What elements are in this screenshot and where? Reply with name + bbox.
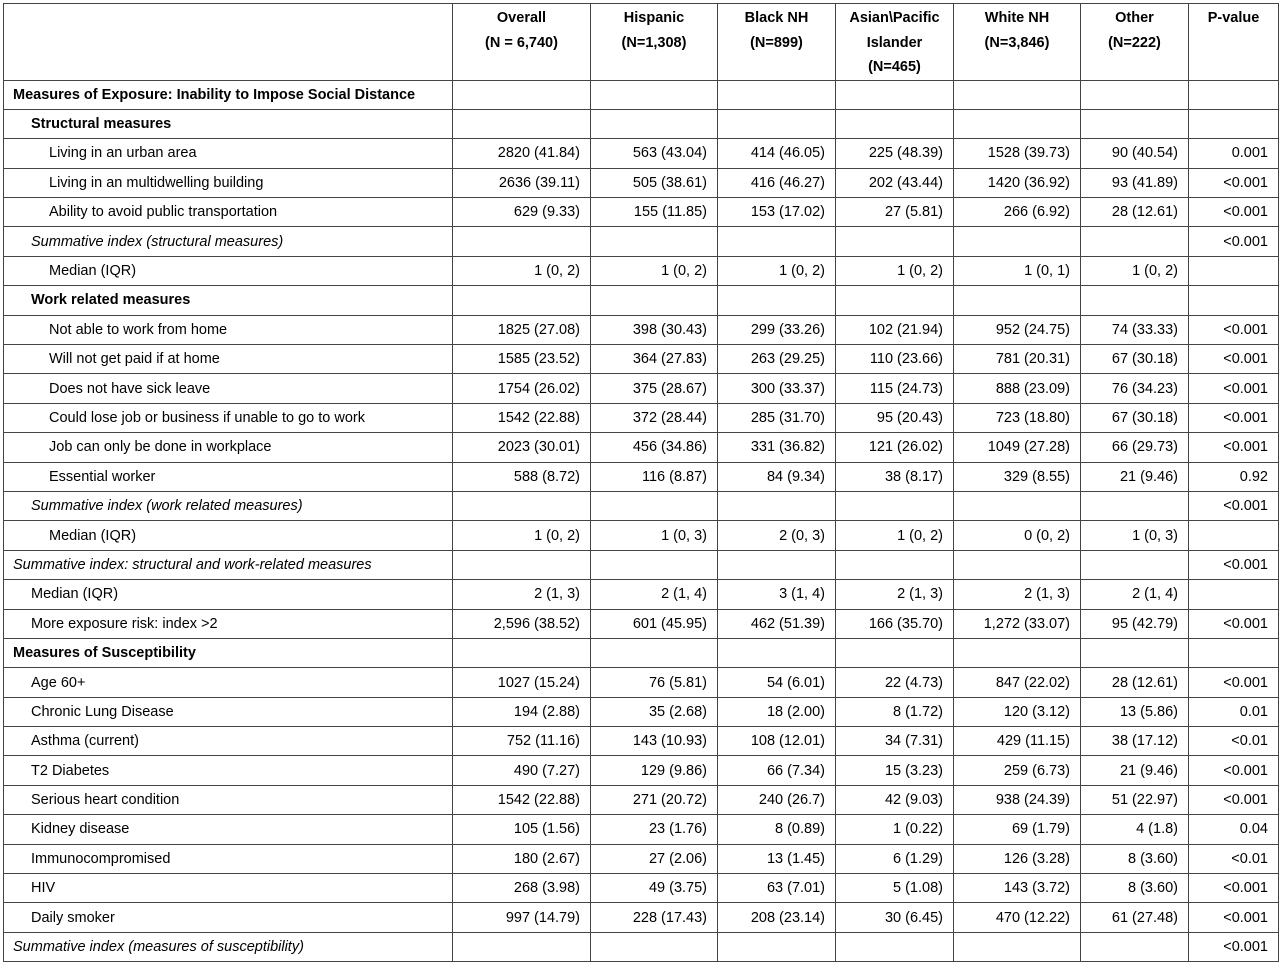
table-cell: 110 (23.66) [836,345,954,374]
table-cell: 23 (1.76) [591,815,718,844]
row-label: Will not get paid if at home [4,345,453,374]
table-cell [1189,109,1279,138]
table-cell [718,109,836,138]
table-cell [453,286,591,315]
row-label: Summative index (work related measures) [4,491,453,520]
table-cell: 84 (9.34) [718,462,836,491]
row-label: Summative index: structural and work-related measures [4,550,453,579]
table-row [4,550,1279,579]
table-cell: 1 (0, 2) [453,521,591,550]
table-cell: 1420 (36.92) [954,168,1081,197]
table-row [4,139,1279,168]
table-cell: 0.04 [1189,815,1279,844]
table-cell [718,932,836,961]
table-cell: 563 (43.04) [591,139,718,168]
table-cell: 331 (36.82) [718,433,836,462]
table-cell [836,638,954,667]
table-cell: 95 (20.43) [836,403,954,432]
table-cell: 30 (6.45) [836,903,954,932]
table-cell: <0.001 [1189,550,1279,579]
table-cell [954,227,1081,256]
table-cell: 8 (3.60) [1081,874,1189,903]
table-cell [1081,932,1189,961]
table-cell: 888 (23.09) [954,374,1081,403]
table-cell: 0.92 [1189,462,1279,491]
table-cell: 76 (5.81) [591,668,718,697]
table-row [4,756,1279,785]
table-cell: 35 (2.68) [591,697,718,726]
table-row [4,609,1279,638]
table-cell: 240 (26.7) [718,785,836,814]
table-cell: 126 (3.28) [954,844,1081,873]
table-cell [591,109,718,138]
table-cell: 8 (0.89) [718,815,836,844]
table-cell: 0 (0, 2) [954,521,1081,550]
header-text: (N=465) [868,59,921,75]
table-cell [718,286,836,315]
table-cell: 8 (1.72) [836,697,954,726]
table-cell: 22 (4.73) [836,668,954,697]
row-label: Essential worker [4,462,453,491]
table-cell [591,932,718,961]
table-cell [718,491,836,520]
table-cell: 1585 (23.52) [453,345,591,374]
table-cell: 1 (0, 2) [836,521,954,550]
table-cell [836,491,954,520]
table-cell: 143 (3.72) [954,874,1081,903]
header-text: (N=222) [1108,34,1161,51]
table-cell [1189,286,1279,315]
header-cell-label [4,4,453,81]
table-cell: <0.001 [1189,874,1279,903]
table-cell [1189,80,1279,109]
table-cell: 2023 (30.01) [453,433,591,462]
row-label: Measures of Susceptibility [4,638,453,667]
table-row [4,109,1279,138]
table-row [4,256,1279,285]
table-cell: 1 (0, 2) [718,256,836,285]
header-text: Asian\Pacific [849,10,940,26]
table-cell [954,932,1081,961]
table-cell: 180 (2.67) [453,844,591,873]
table-cell: <0.001 [1189,668,1279,697]
table-cell: 2820 (41.84) [453,139,591,168]
table-cell: <0.001 [1189,609,1279,638]
table-cell [1189,638,1279,667]
table-cell: 997 (14.79) [453,903,591,932]
table-cell: 202 (43.44) [836,168,954,197]
row-label: Summative index (measures of susceptibility) [4,932,453,961]
row-label: Median (IQR) [4,580,453,609]
table-cell [954,491,1081,520]
table-cell: 208 (23.14) [718,903,836,932]
table-cell: 27 (2.06) [591,844,718,873]
table-cell: 398 (30.43) [591,315,718,344]
table-cell: 285 (31.70) [718,403,836,432]
table-cell: 28 (12.61) [1081,198,1189,227]
table-cell: 1542 (22.88) [453,403,591,432]
row-label: Chronic Lung Disease [4,697,453,726]
table-cell: 120 (3.12) [954,697,1081,726]
table-cell: 121 (26.02) [836,433,954,462]
table-cell: <0.001 [1189,433,1279,462]
table-cell [954,286,1081,315]
row-label: Measures of Exposure: Inability to Impose Social Distance [4,80,453,109]
row-label: Does not have sick leave [4,374,453,403]
table-cell: 116 (8.87) [591,462,718,491]
row-label: Work related measures [4,286,453,315]
table-cell: 470 (12.22) [954,903,1081,932]
table-cell: 1027 (15.24) [453,668,591,697]
table-cell: <0.001 [1189,785,1279,814]
table-cell: <0.001 [1189,756,1279,785]
table-cell: 21 (9.46) [1081,462,1189,491]
table-cell: 93 (41.89) [1081,168,1189,197]
table-cell: 66 (7.34) [718,756,836,785]
table-cell: 2 (0, 3) [718,521,836,550]
table-cell: <0.001 [1189,374,1279,403]
table-cell: 8 (3.60) [1081,844,1189,873]
table-cell: 1528 (39.73) [954,139,1081,168]
table-row [4,315,1279,344]
table-cell: 90 (40.54) [1081,139,1189,168]
table-cell [836,227,954,256]
table-cell: 266 (6.92) [954,198,1081,227]
table-cell: 1 (0, 2) [1081,256,1189,285]
table-cell: 0.01 [1189,697,1279,726]
table-cell: 54 (6.01) [718,668,836,697]
row-label: Structural measures [4,109,453,138]
table-cell: 2 (1, 4) [591,580,718,609]
table-cell: 259 (6.73) [954,756,1081,785]
table-cell: 1 (0, 1) [954,256,1081,285]
table-cell: 76 (34.23) [1081,374,1189,403]
table-cell: 143 (10.93) [591,727,718,756]
table-cell [1189,580,1279,609]
table-cell: 4 (1.8) [1081,815,1189,844]
header-row [4,4,1279,81]
table-cell [1081,109,1189,138]
table-cell: 15 (3.23) [836,756,954,785]
table-cell [718,80,836,109]
table-cell [1189,256,1279,285]
table-cell [453,932,591,961]
table-cell: 228 (17.43) [591,903,718,932]
header-text: (N=1,308) [621,34,687,51]
table-cell: 938 (24.39) [954,785,1081,814]
header-text: White NH [984,10,1050,26]
table-cell [1081,491,1189,520]
table-cell: 271 (20.72) [591,785,718,814]
table-cell: 42 (9.03) [836,785,954,814]
table-cell: 364 (27.83) [591,345,718,374]
table-cell: 153 (17.02) [718,198,836,227]
table-cell: 1 (0, 3) [591,521,718,550]
table-row [4,403,1279,432]
table-row [4,727,1279,756]
table-cell: 38 (17.12) [1081,727,1189,756]
table-cell: <0.001 [1189,932,1279,961]
table-cell [1081,550,1189,579]
header-text: P-value [1207,10,1260,26]
table-row [4,345,1279,374]
table-cell [453,638,591,667]
header-text: (N=899) [750,34,803,51]
table-cell: <0.001 [1189,315,1279,344]
table-cell: 13 (1.45) [718,844,836,873]
table-cell [836,80,954,109]
row-label: Could lose job or business if unable to go to work [4,403,453,432]
row-label: Job can only be done in workplace [4,433,453,462]
table-cell: 1542 (22.88) [453,785,591,814]
row-label: T2 Diabetes [4,756,453,785]
table-cell [836,932,954,961]
table-cell: 375 (28.67) [591,374,718,403]
table-cell: 588 (8.72) [453,462,591,491]
table-cell: 0.001 [1189,139,1279,168]
table-cell: 1754 (26.02) [453,374,591,403]
table-row [4,874,1279,903]
table-cell [954,638,1081,667]
table-cell [836,109,954,138]
row-label: Ability to avoid public transportation [4,198,453,227]
table-cell: 34 (7.31) [836,727,954,756]
table-cell: 1,272 (33.07) [954,609,1081,638]
row-label: More exposure risk: index >2 [4,609,453,638]
header-cell [591,4,718,81]
table-cell: 1 (0, 2) [836,256,954,285]
table-body [4,80,1279,962]
table-row [4,433,1279,462]
row-label: Kidney disease [4,815,453,844]
table-cell: 952 (24.75) [954,315,1081,344]
row-label: Serious heart condition [4,785,453,814]
table-cell: 752 (11.16) [453,727,591,756]
table-cell: 263 (29.25) [718,345,836,374]
table-cell: 781 (20.31) [954,345,1081,374]
table-cell: 21 (9.46) [1081,756,1189,785]
table-cell [1081,80,1189,109]
row-label: Summative index (structural measures) [4,227,453,256]
table-cell: 13 (5.86) [1081,697,1189,726]
table-cell: <0.001 [1189,345,1279,374]
table-cell: 2 (1, 4) [1081,580,1189,609]
table-cell: 155 (11.85) [591,198,718,227]
table-cell [591,491,718,520]
table-cell [1081,227,1189,256]
table-cell: 1 (0, 2) [453,256,591,285]
table-cell: <0.001 [1189,403,1279,432]
table-cell [954,80,1081,109]
row-label: Daily smoker [4,903,453,932]
table-cell: 61 (27.48) [1081,903,1189,932]
table-cell: 67 (30.18) [1081,345,1189,374]
table-row [4,815,1279,844]
header-cell [453,4,591,81]
table-cell: <0.001 [1189,198,1279,227]
table-cell: 129 (9.86) [591,756,718,785]
row-label: HIV [4,874,453,903]
table-cell: 38 (8.17) [836,462,954,491]
table-cell [453,227,591,256]
row-label: Not able to work from home [4,315,453,344]
table-cell: 462 (51.39) [718,609,836,638]
row-label: Age 60+ [4,668,453,697]
table-cell: 225 (48.39) [836,139,954,168]
row-label: Median (IQR) [4,521,453,550]
table-cell [954,550,1081,579]
table-cell: 194 (2.88) [453,697,591,726]
table-cell: 329 (8.55) [954,462,1081,491]
table-cell: 95 (42.79) [1081,609,1189,638]
table-cell: 1 (0, 2) [591,256,718,285]
table-row [4,638,1279,667]
table-cell: 74 (33.33) [1081,315,1189,344]
table-cell [718,638,836,667]
table-cell: 27 (5.81) [836,198,954,227]
table-cell: 505 (38.61) [591,168,718,197]
table-cell: 268 (3.98) [453,874,591,903]
table-cell: 18 (2.00) [718,697,836,726]
table-cell: 102 (21.94) [836,315,954,344]
table-row [4,668,1279,697]
header-cell [1189,4,1279,81]
table-row [4,462,1279,491]
table-cell: 166 (35.70) [836,609,954,638]
table-row [4,521,1279,550]
table-cell: 108 (12.01) [718,727,836,756]
header-text: Islander [866,34,923,51]
table-cell: <0.001 [1189,491,1279,520]
table-cell: 416 (46.27) [718,168,836,197]
table-cell: 66 (29.73) [1081,433,1189,462]
table-cell [591,550,718,579]
table-cell: 1 (0.22) [836,815,954,844]
table-cell: 300 (33.37) [718,374,836,403]
header-text: Overall [496,10,547,26]
header-text: Black NH [744,10,809,26]
table-cell: 49 (3.75) [591,874,718,903]
table-cell [836,550,954,579]
row-label: Living in an multidwelling building [4,168,453,197]
header-cell [836,4,954,81]
table-cell: 115 (24.73) [836,374,954,403]
table-cell: 414 (46.05) [718,139,836,168]
table-cell: 1825 (27.08) [453,315,591,344]
table-cell [453,109,591,138]
table-row [4,844,1279,873]
header-text: (N=3,846) [984,34,1050,51]
table-cell: <0.001 [1189,168,1279,197]
table-cell: 3 (1, 4) [718,580,836,609]
table-row [4,227,1279,256]
table-cell: 51 (22.97) [1081,785,1189,814]
header-text: Other [1115,10,1154,26]
table-cell [591,286,718,315]
table-row [4,903,1279,932]
table-cell [1189,521,1279,550]
table-cell: <0.001 [1189,903,1279,932]
table-cell: 2636 (39.11) [453,168,591,197]
table-cell: 67 (30.18) [1081,403,1189,432]
row-label: Median (IQR) [4,256,453,285]
table-cell: <0.001 [1189,227,1279,256]
table-row [4,785,1279,814]
table-row [4,580,1279,609]
table-cell: 63 (7.01) [718,874,836,903]
table-row [4,374,1279,403]
header-text: (N = 6,740) [485,34,558,51]
table-cell: 490 (7.27) [453,756,591,785]
table-cell: 1 (0, 3) [1081,521,1189,550]
table-cell: 5 (1.08) [836,874,954,903]
table-cell: 2,596 (38.52) [453,609,591,638]
table-cell [954,109,1081,138]
row-label: Asthma (current) [4,727,453,756]
table-cell: 847 (22.02) [954,668,1081,697]
table-cell: 2 (1, 3) [453,580,591,609]
table-cell [591,227,718,256]
table-cell [1081,286,1189,315]
table-cell: 299 (33.26) [718,315,836,344]
header-cell [954,4,1081,81]
table-cell: 2 (1, 3) [836,580,954,609]
table-cell: 629 (9.33) [453,198,591,227]
header-text: Hispanic [623,10,685,26]
table-row [4,198,1279,227]
header-cell [1081,4,1189,81]
row-label: Living in an urban area [4,139,453,168]
table-cell [1081,638,1189,667]
table-row [4,932,1279,961]
table-cell: 723 (18.80) [954,403,1081,432]
table-cell [453,550,591,579]
table-cell [718,550,836,579]
table-row [4,697,1279,726]
data-table [3,3,1279,962]
table-cell: 105 (1.56) [453,815,591,844]
table-cell: 372 (28.44) [591,403,718,432]
table-cell: 456 (34.86) [591,433,718,462]
table-cell [591,80,718,109]
table-cell: <0.01 [1189,844,1279,873]
table-cell: 6 (1.29) [836,844,954,873]
table-cell: 2 (1, 3) [954,580,1081,609]
table-row [4,168,1279,197]
table-cell [453,491,591,520]
table-cell [591,638,718,667]
table-cell: 1049 (27.28) [954,433,1081,462]
table-cell: 69 (1.79) [954,815,1081,844]
table-cell [718,227,836,256]
table-cell: <0.01 [1189,727,1279,756]
table-cell [836,286,954,315]
table-row [4,80,1279,109]
table-cell [453,80,591,109]
table-cell: 601 (45.95) [591,609,718,638]
table-row [4,286,1279,315]
table-cell: 429 (11.15) [954,727,1081,756]
table-cell: 28 (12.61) [1081,668,1189,697]
row-label: Immunocompromised [4,844,453,873]
table-row [4,491,1279,520]
header-cell [718,4,836,81]
